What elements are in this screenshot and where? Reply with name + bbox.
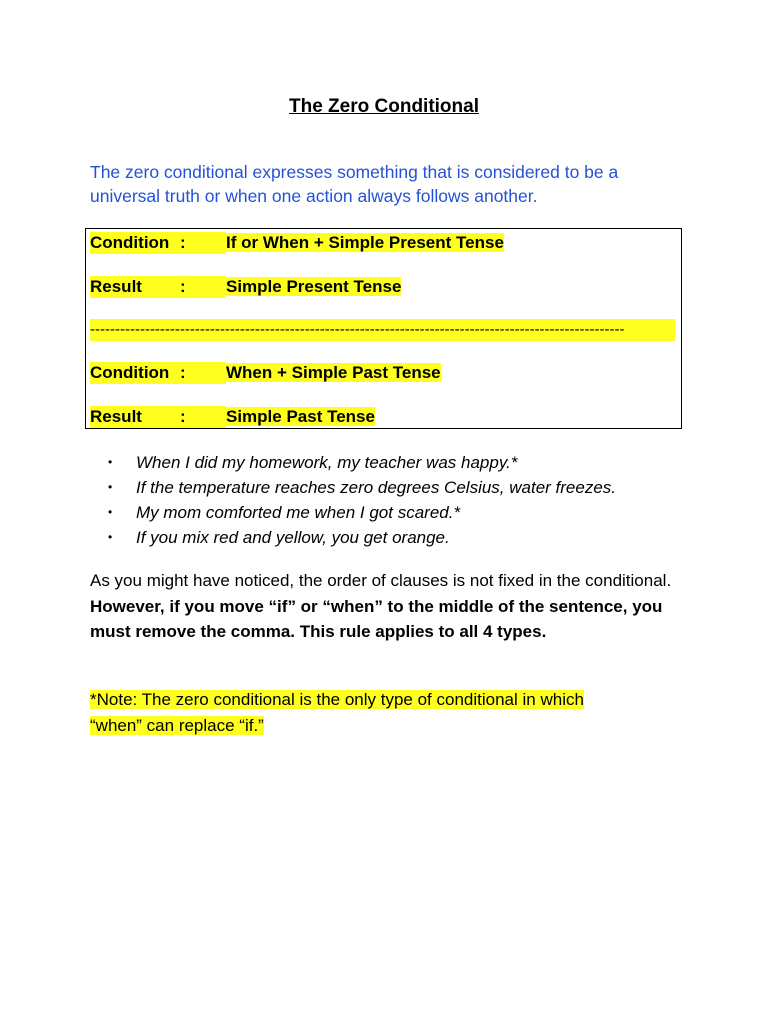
example-text: If the temperature reaches zero degrees Celsius, water freezes. bbox=[136, 478, 617, 497]
list-item bbox=[108, 525, 616, 550]
rule-label: Condition : bbox=[90, 362, 226, 384]
list-item bbox=[108, 500, 616, 525]
bullet-icon: • bbox=[108, 480, 113, 494]
clause-order-plain: As you might have noticed, the order of clauses is not fixed in the conditional. bbox=[90, 571, 672, 590]
list-item bbox=[108, 450, 616, 475]
clause-order-bold: However, if you move “if” or “when” to the middle of the sentence, you must remove the comma. This rule applies to all 4 types. bbox=[90, 596, 663, 641]
rule-label: Result : bbox=[90, 276, 226, 298]
rules-box bbox=[85, 228, 682, 429]
example-text: My mom comforted me when I got scared.* bbox=[136, 503, 461, 522]
example-text: When I did my homework, my teacher was happy.* bbox=[136, 453, 518, 472]
rule-value: If or When + Simple Present Tense bbox=[226, 233, 504, 252]
intro-paragraph: The zero conditional expresses something that is considered to be a universal truth or when one action always follows another. bbox=[90, 162, 619, 206]
page-title: The Zero Conditional bbox=[289, 96, 479, 117]
rule-divider: ----------------------------------------------------------------------------------------------------------- bbox=[90, 319, 675, 341]
rule-value: Simple Present Tense bbox=[226, 277, 402, 296]
rule-label: Result : bbox=[90, 406, 226, 428]
examples-list bbox=[108, 450, 616, 550]
rule-row-condition-present bbox=[90, 232, 504, 254]
footnote-line-2: “when” can replace “if.” bbox=[90, 716, 264, 735]
list-item bbox=[108, 475, 616, 500]
rule-value: Simple Past Tense bbox=[226, 407, 375, 426]
rule-value: When + Simple Past Tense bbox=[226, 363, 441, 382]
clause-order-paragraph bbox=[90, 568, 690, 645]
footnote-line-1: *Note: The zero conditional is the only type of conditional in which bbox=[90, 690, 584, 709]
bullet-icon: • bbox=[108, 455, 113, 469]
bullet-icon: • bbox=[108, 505, 113, 519]
bullet-icon: • bbox=[108, 530, 113, 544]
rule-row-result-past bbox=[90, 406, 375, 428]
example-text: If you mix red and yellow, you get orange. bbox=[136, 528, 450, 547]
rule-label: Condition : bbox=[90, 232, 226, 254]
rule-row-condition-past bbox=[90, 362, 441, 384]
rule-row-result-present bbox=[90, 276, 401, 298]
footnote-note bbox=[90, 687, 690, 739]
